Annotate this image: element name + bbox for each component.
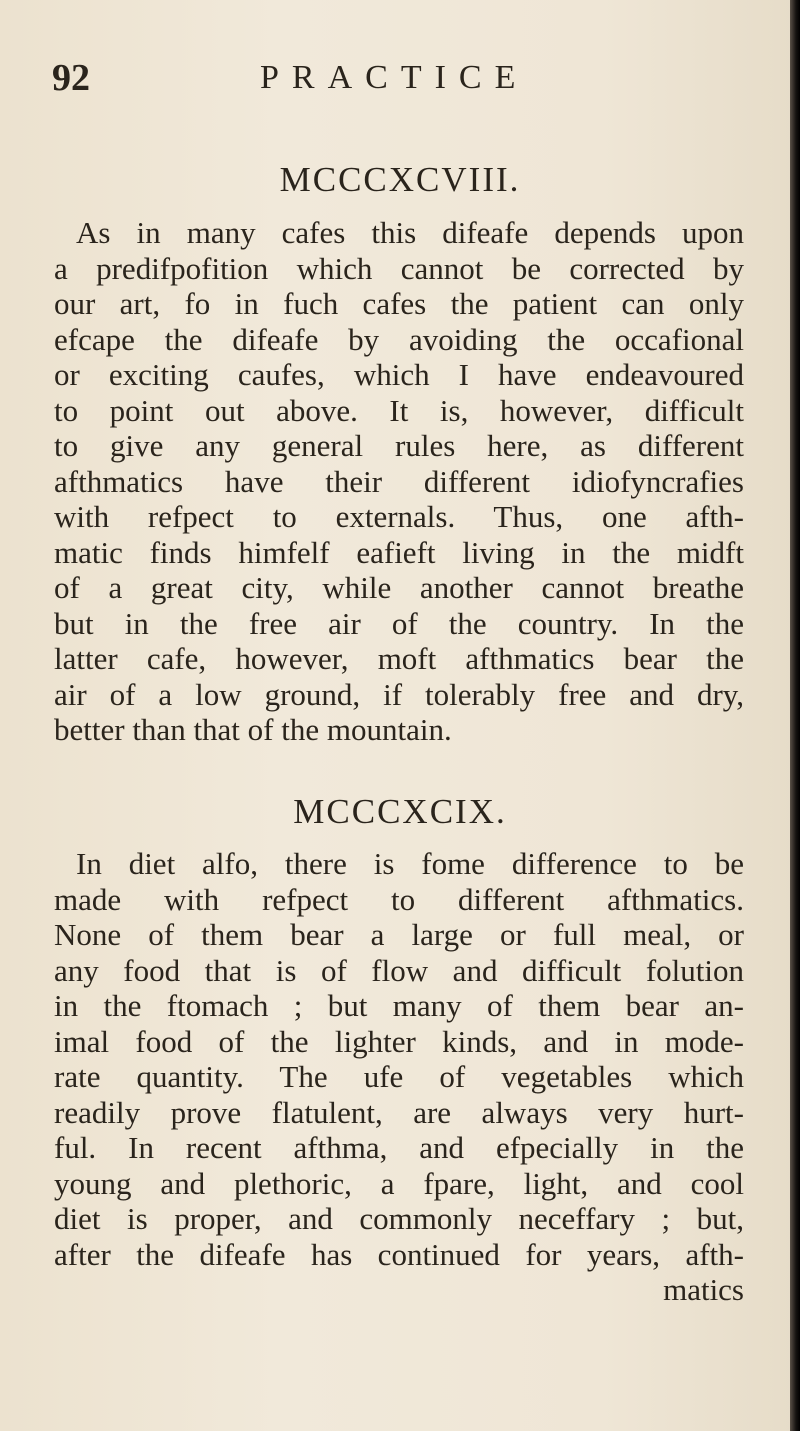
paragraph-1399 bbox=[54, 846, 744, 1308]
text-line: of a great city, while another cannot breathe bbox=[54, 570, 744, 605]
text-line: with refpect to externals. Thus, one afth- bbox=[54, 499, 744, 534]
text-line: but in the free air of the country. In the bbox=[54, 605, 744, 641]
text-line: diet is proper, and commonly neceffary ; but, bbox=[54, 1201, 744, 1236]
catchword: matics bbox=[663, 1272, 744, 1307]
section-heading-1398: MCCCXCVIII. bbox=[279, 160, 521, 199]
text-line: matic finds himfelf eafieft living in the midft bbox=[54, 534, 744, 570]
text-line: None of them bear a large or full meal, or bbox=[54, 917, 744, 952]
page-number: 92 bbox=[52, 57, 90, 99]
text-line: afthmatics have their different idiofyncrafies bbox=[54, 463, 744, 499]
text-line: to point out above. It is, however, difficult bbox=[54, 392, 744, 428]
text-line: or exciting caufes, which I have endeavoured bbox=[54, 357, 744, 392]
text-line: to give any general rules here, as different bbox=[54, 428, 744, 463]
page-edge-shadow bbox=[790, 0, 800, 1431]
text-line: efcape the difeafe by avoiding the occafional bbox=[54, 321, 744, 357]
text-line: In diet alfo, there is fome difference to be bbox=[76, 846, 744, 881]
text-line: made with refpect to different afthmatics. bbox=[54, 881, 744, 917]
section-heading-1399: MCCCXCIX. bbox=[293, 792, 507, 831]
text-line: our art, fo in fuch cafes the patient can only bbox=[54, 286, 744, 321]
text-line: air of a low ground, if tolerably free and dry, bbox=[54, 676, 744, 712]
text-line: rate quantity. The ufe of vegetables which bbox=[54, 1059, 744, 1094]
text-line: better than that of the mountain. bbox=[54, 712, 452, 747]
text-line: any food that is of flow and difficult folution bbox=[54, 952, 744, 988]
text-line: a predifpofition which cannot be corrected by bbox=[54, 250, 744, 286]
text-line: in the ftomach ; but many of them bear an- bbox=[54, 988, 744, 1023]
text-line: ful. In recent afthma, and efpecially in the bbox=[54, 1130, 744, 1165]
text-line: latter cafe, however, moft afthmatics bear the bbox=[54, 641, 744, 676]
text-line: imal food of the lighter kinds, and in mode- bbox=[54, 1023, 744, 1059]
text-line: young and plethoric, a fpare, light, and cool bbox=[54, 1165, 744, 1201]
text-line: readily prove flatulent, are always very hurt- bbox=[54, 1094, 744, 1130]
text-line: As in many cafes this difeafe depends upon bbox=[76, 215, 744, 250]
text-line: after the difeafe has continued for years, afth- bbox=[54, 1236, 744, 1272]
paragraph-1398 bbox=[54, 215, 744, 748]
running-title: PRACTICE bbox=[260, 59, 529, 96]
running-head bbox=[52, 52, 742, 104]
